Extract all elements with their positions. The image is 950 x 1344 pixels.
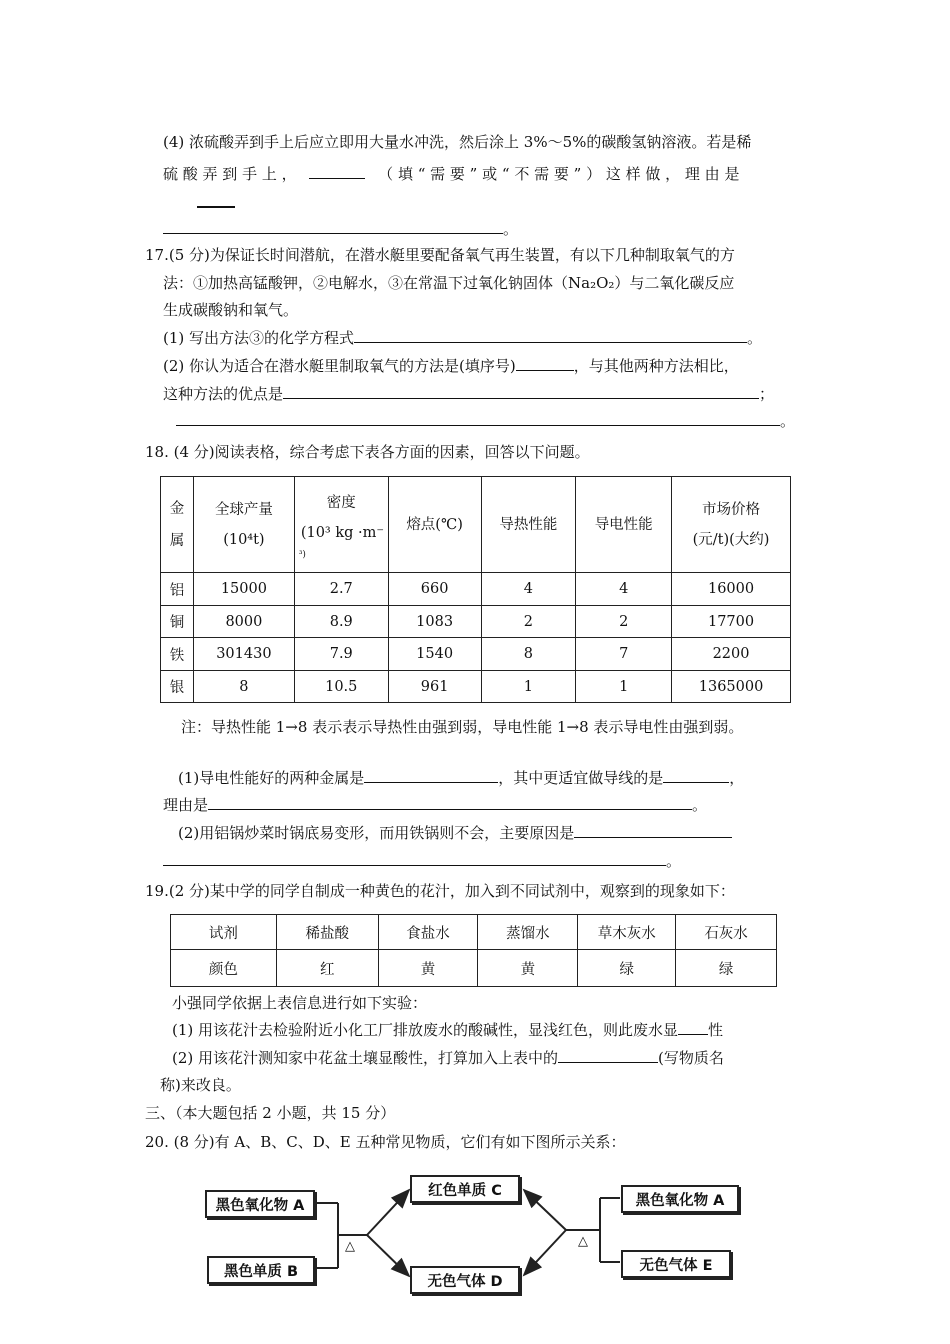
table-cell: 8.9 [294,606,388,638]
table-cell: 蒸馏水 [478,915,578,950]
q16-4-line2-text-a: 硫 酸 弄 到 手 上 ， [163,165,297,183]
table-cell: 2200 [672,638,791,671]
table-cell: 301430 [193,638,294,671]
table-cell: 铁 [161,638,194,671]
q16-4-line3-period: 。 [503,220,519,238]
header-cell-line: (元/t)(大约) [692,531,770,548]
q19-sub2-suffix: (写物质名 [658,1049,724,1067]
table-cell: 石灰水 [676,915,777,950]
table-cell: 试剂 [171,915,277,950]
red-element-c: 红色单质 C [410,1175,520,1203]
table-cell: 15000 [193,573,294,606]
header-cell-line: ³) [298,549,306,560]
q18-sub1-comma: ， [729,769,745,787]
header-cell-line: 属 [169,532,185,549]
table-cell: 7 [576,638,672,671]
table-cell: 绿 [578,950,676,987]
table-cell: 2.7 [294,573,388,606]
q17-line2: 法：①加热高锰酸钾，②电解水，③在常温下过氧化钠固体（Na₂O₂）与二氧化碳反应 [163,274,735,292]
table-cell: 稀盐酸 [276,915,378,950]
q17-line3: 生成碳酸钠和氧气。 [163,301,299,319]
q20-intro: 20. (8 分)有 A、B、C、D、E 五种常见物质，它们有如下图所示关系： [145,1133,626,1151]
table-cell: 红 [276,950,378,987]
table-cell: 2 [481,606,576,638]
table-cell: 1083 [388,606,481,638]
table-cell: 17700 [672,606,791,638]
black-oxide-a-right: 黑色氧化物 A [621,1185,739,1213]
table-cell: 1 [576,671,672,703]
q17-sub2-text-c: 这种方法的优点是 [163,385,284,403]
table-cell: 2 [576,606,672,638]
q18-sub2-period: 。 [666,852,682,870]
table-cell: 4 [576,573,672,606]
q19-intro: 19.(2 分)某中学的同学自制成一种黄色的花汁，加入到不同试剂中，观察到的现象如下： [145,882,735,900]
header-cell-line: 导热性能 [499,516,558,533]
q17-line1: 17.(5 分)为保证长时间潜航，在潜水艇里要配备氧气再生装置，有以下几种制取氧气的方 [145,246,735,264]
table-cell: 1540 [388,638,481,671]
q17-sub2-period: 。 [780,412,796,430]
table-cell: 草木灰水 [578,915,676,950]
q17-sub2-text-b: ，与其他两种方法相比， [573,357,739,375]
table-cell: 颜色 [171,950,277,987]
q18-sub1-text-b: ，其中更适宜做导线的是 [498,769,664,787]
q17-sub2-semicolon: ； [759,385,775,403]
q18-sub1-text-a: (1)导电性能好的两种金属是 [178,769,365,787]
table-cell: 食盐水 [378,915,478,950]
header-cell-line: (10⁴t) [223,531,265,548]
q19-sub1-text: (1) 用该花汁去检验附近小化工厂排放废水的酸碱性，显浅红色，则此废水显 [172,1021,679,1039]
header-cell-line: 市场价格 [702,501,761,518]
header-cell-line: 全球产量 [214,501,273,518]
q18-sub2-text: (2)用铝锅炒菜时锅底易变形，而用铁锅则不会，主要原因是 [178,824,575,842]
colorless-gas-d: 无色气体 D [410,1266,520,1294]
header-cell-line: 导电性能 [594,516,653,533]
header-cell-line: 金 [169,500,185,517]
table-cell: 铜 [161,606,194,638]
q16-4-line2-text-b: （ 填 “ 需 要 ” 或 “ 不 需 要 ” ） 这 样 做 ， 理 由 是 [378,165,740,183]
table-cell: 绿 [676,950,777,987]
heat-symbol-right: △ [578,1234,588,1249]
q19-sub1-suffix: 性 [708,1021,724,1039]
q19-sub2-line2: 称)来改良。 [160,1076,241,1094]
table-cell: 16000 [672,573,791,606]
q19-sub2-text: (2) 用该花汁测知家中花盆土壤显酸性，打算加入上表中的 [172,1049,559,1067]
black-oxide-a-left: 黑色氧化物 A [205,1190,315,1218]
table-cell: 8 [193,671,294,703]
section-3-heading: 三、（本大题包括 2 小题，共 15 分） [145,1104,396,1122]
table-cell: 黄 [478,950,578,987]
header-cell-line: (10³ kg ·m⁻ [300,524,385,541]
table-cell: 8000 [193,606,294,638]
q17-sub1-period: 。 [747,329,763,347]
q19-after: 小强同学依据上表信息进行如下实验： [172,994,428,1012]
table-cell: 黄 [378,950,478,987]
table-cell: 660 [388,573,481,606]
colorless-gas-e: 无色气体 E [621,1250,731,1278]
q18-reason-period: 。 [692,796,708,814]
table-cell: 961 [388,671,481,703]
heat-symbol-left: △ [345,1239,355,1254]
q17-sub2-text-a: (2) 你认为适合在潜水艇里制取氧气的方法是(填序号) [163,357,516,375]
table-cell: 8 [481,638,576,671]
table-cell: 4 [481,573,576,606]
q16-4-line1: (4) 浓硫酸弄到手上后应立即用大量水冲洗，然后涂上 3%～5%的碳酸氢钠溶液。若是稀 [163,133,752,151]
table-cell: 铝 [161,573,194,606]
table-cell: 10.5 [294,671,388,703]
q18-intro: 18. (4 分)阅读表格，综合考虑下表各方面的因素，回答以下问题。 [145,443,590,461]
q18-reason-label: 理由是 [163,796,209,814]
black-element-b: 黑色单质 B [207,1256,315,1284]
table-cell: 1365000 [672,671,791,703]
header-cell-line: 熔点(℃) [406,516,463,533]
table-cell: 1 [481,671,576,703]
header-cell-line: 密度 [326,494,356,511]
q18-note: 注：导热性能 1→8 表示表示导热性由强到弱，导电性能 1→8 表示导电性由强到弱。 [181,718,744,736]
table-cell: 银 [161,671,194,703]
table-cell: 7.9 [294,638,388,671]
q17-sub1-text: (1) 写出方法③的化学方程式 [163,329,355,347]
